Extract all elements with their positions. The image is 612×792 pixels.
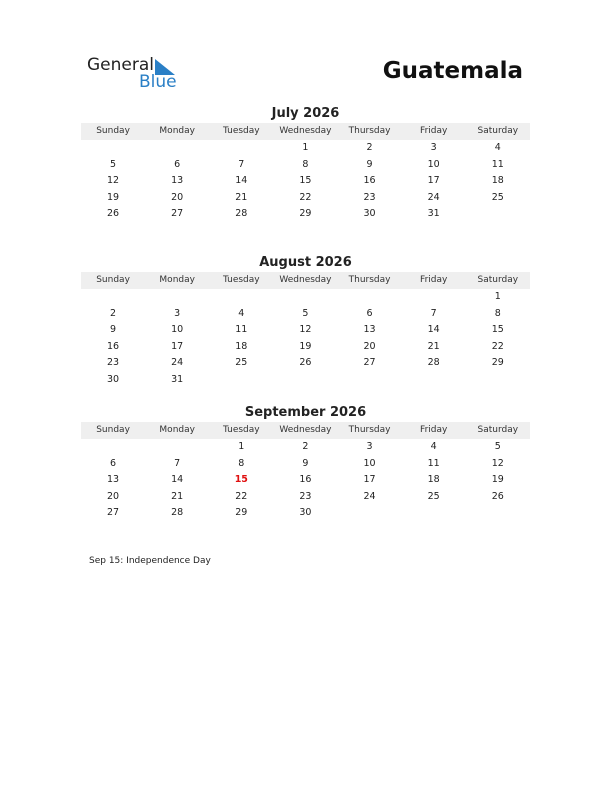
day-cell: 21 bbox=[235, 191, 248, 203]
day-cell bbox=[273, 289, 337, 306]
day-cell: 28 bbox=[235, 208, 248, 220]
logo-text-general: General bbox=[87, 55, 154, 75]
day-cell: 1 bbox=[238, 441, 245, 452]
day-cell: 5 bbox=[302, 307, 309, 319]
day-cell: 26 bbox=[107, 208, 120, 220]
day-cell bbox=[466, 206, 530, 223]
day-cell: 29 bbox=[491, 357, 504, 369]
day-cell: 22 bbox=[491, 340, 504, 352]
day-cell: 6 bbox=[174, 158, 181, 170]
day-cell bbox=[338, 505, 402, 522]
weekday-label: Tuesday bbox=[223, 275, 260, 285]
day-cell bbox=[145, 289, 209, 306]
day-cell: 29 bbox=[299, 208, 312, 220]
day-cell: 22 bbox=[299, 191, 312, 203]
month-august bbox=[81, 254, 530, 389]
day-cell: 4 bbox=[494, 142, 501, 153]
weekday-label: Sunday bbox=[96, 275, 130, 285]
day-cell: 13 bbox=[363, 324, 376, 336]
month-title: July 2026 bbox=[271, 106, 340, 121]
day-cell: 21 bbox=[171, 490, 184, 502]
day-cell: 25 bbox=[491, 191, 504, 203]
day-cell: 3 bbox=[430, 142, 437, 153]
day-cell: 8 bbox=[494, 307, 501, 319]
day-cell: 27 bbox=[171, 208, 184, 220]
weekday-label: Tuesday bbox=[223, 126, 260, 136]
weekday-label: Friday bbox=[420, 425, 448, 435]
day-cell: 10 bbox=[171, 324, 184, 336]
day-cell: 9 bbox=[302, 457, 309, 469]
day-cell: 9 bbox=[110, 324, 117, 336]
day-cell: 28 bbox=[171, 507, 184, 519]
weekday-header bbox=[81, 123, 530, 140]
day-cell: 11 bbox=[491, 158, 504, 170]
day-cell: 27 bbox=[107, 507, 120, 519]
day-cell: 21 bbox=[427, 340, 440, 352]
day-cell: 16 bbox=[107, 340, 120, 352]
day-cell: 13 bbox=[107, 474, 120, 486]
day-cell bbox=[209, 372, 273, 389]
day-cell: 3 bbox=[366, 441, 373, 452]
day-cell: 14 bbox=[235, 175, 248, 187]
day-cell: 6 bbox=[366, 307, 373, 319]
day-cell: 17 bbox=[363, 474, 376, 486]
day-cell: 26 bbox=[491, 490, 504, 502]
month-september bbox=[81, 404, 530, 522]
day-cell: 12 bbox=[299, 324, 312, 336]
day-cell bbox=[402, 505, 466, 522]
week-row bbox=[81, 306, 530, 323]
weekday-label: Thursday bbox=[348, 126, 391, 136]
day-cell: 31 bbox=[171, 373, 184, 385]
weekday-label: Saturday bbox=[477, 275, 519, 285]
day-cell: 22 bbox=[235, 490, 248, 502]
day-cell: 26 bbox=[299, 357, 312, 369]
week-row bbox=[81, 472, 530, 489]
day-cell: 15 bbox=[299, 175, 312, 187]
week-row bbox=[81, 322, 530, 339]
day-cell: 28 bbox=[427, 357, 440, 369]
day-cell: 11 bbox=[235, 324, 248, 336]
day-cell: 8 bbox=[302, 158, 309, 170]
day-cell: 9 bbox=[366, 158, 373, 170]
generalblue-logo bbox=[87, 55, 187, 95]
weekday-header bbox=[81, 422, 530, 439]
day-cell bbox=[466, 505, 530, 522]
week-row bbox=[81, 372, 530, 389]
day-cell: 19 bbox=[107, 191, 120, 203]
day-cell: 15 bbox=[491, 324, 504, 336]
holiday-note: Sep 15: Independence Day bbox=[89, 556, 211, 566]
weekday-label: Tuesday bbox=[223, 425, 260, 435]
month-title: September 2026 bbox=[244, 405, 367, 420]
day-cell: 17 bbox=[171, 340, 184, 352]
day-cell: 14 bbox=[171, 474, 184, 486]
weekday-label: Thursday bbox=[348, 425, 391, 435]
weekday-label: Sunday bbox=[96, 425, 130, 435]
day-cell bbox=[81, 439, 145, 456]
day-cell: 20 bbox=[363, 340, 376, 352]
day-cell bbox=[145, 439, 209, 456]
week-row bbox=[81, 439, 530, 456]
day-cell: 5 bbox=[494, 441, 501, 452]
day-cell: 14 bbox=[427, 324, 440, 336]
logo-text-blue: Blue bbox=[139, 72, 177, 92]
month-july bbox=[81, 105, 530, 223]
day-cell: 25 bbox=[235, 357, 248, 369]
weekday-label: Wednesday bbox=[279, 275, 332, 285]
day-cell bbox=[338, 289, 402, 306]
day-cell: 23 bbox=[107, 357, 120, 369]
day-cell: 17 bbox=[427, 175, 440, 187]
weekday-label: Saturday bbox=[477, 425, 519, 435]
week-row bbox=[81, 355, 530, 372]
day-cell: 12 bbox=[107, 175, 120, 187]
holiday-day-cell: 15 bbox=[234, 474, 248, 486]
day-cell: 18 bbox=[427, 474, 440, 486]
day-cell: 25 bbox=[427, 490, 440, 502]
day-cell bbox=[209, 140, 273, 157]
day-cell: 23 bbox=[299, 490, 312, 502]
week-row bbox=[81, 289, 530, 306]
day-cell bbox=[81, 289, 145, 306]
day-cell: 19 bbox=[491, 474, 504, 486]
day-cell: 16 bbox=[299, 474, 312, 486]
week-row bbox=[81, 140, 530, 157]
day-cell bbox=[81, 140, 145, 157]
weekday-label: Monday bbox=[159, 126, 195, 136]
week-row bbox=[81, 173, 530, 190]
weekday-label: Sunday bbox=[96, 126, 130, 136]
day-cell: 23 bbox=[363, 191, 376, 203]
day-cell: 27 bbox=[363, 357, 376, 369]
day-cell bbox=[209, 289, 273, 306]
day-cell: 7 bbox=[430, 307, 437, 319]
day-cell bbox=[273, 372, 337, 389]
day-cell: 31 bbox=[427, 208, 440, 220]
day-cell: 19 bbox=[299, 340, 312, 352]
day-cell: 29 bbox=[235, 507, 248, 519]
day-cell: 3 bbox=[174, 307, 181, 319]
day-cell: 30 bbox=[299, 507, 312, 519]
day-cell: 2 bbox=[366, 142, 373, 153]
day-cell: 1 bbox=[302, 142, 309, 153]
country-title: Guatemala bbox=[382, 58, 523, 84]
weekday-header bbox=[81, 272, 530, 289]
day-cell bbox=[402, 372, 466, 389]
day-cell bbox=[338, 372, 402, 389]
day-cell: 7 bbox=[174, 457, 181, 469]
week-row bbox=[81, 190, 530, 207]
day-cell: 8 bbox=[238, 457, 245, 469]
day-cell: 20 bbox=[171, 191, 184, 203]
month-title: August 2026 bbox=[259, 255, 352, 270]
weekday-label: Friday bbox=[420, 126, 448, 136]
weekday-label: Monday bbox=[159, 275, 195, 285]
day-cell: 30 bbox=[107, 373, 120, 385]
day-cell: 16 bbox=[363, 175, 376, 187]
day-cell: 6 bbox=[110, 457, 117, 469]
day-cell: 18 bbox=[491, 175, 504, 187]
day-cell: 24 bbox=[427, 191, 440, 203]
weekday-label: Wednesday bbox=[279, 126, 332, 136]
day-cell: 24 bbox=[363, 490, 376, 502]
week-row bbox=[81, 456, 530, 473]
week-row bbox=[81, 206, 530, 223]
day-cell: 12 bbox=[491, 457, 504, 469]
day-cell bbox=[145, 140, 209, 157]
week-row bbox=[81, 505, 530, 522]
day-cell: 30 bbox=[363, 208, 376, 220]
day-cell bbox=[466, 372, 530, 389]
day-cell: 24 bbox=[171, 357, 184, 369]
holiday-notes bbox=[89, 556, 211, 566]
day-cell: 10 bbox=[363, 457, 376, 469]
day-cell: 5 bbox=[110, 158, 117, 170]
day-cell: 4 bbox=[238, 307, 245, 319]
day-cell: 13 bbox=[171, 175, 184, 187]
day-cell: 4 bbox=[430, 441, 437, 452]
weekday-label: Thursday bbox=[348, 275, 391, 285]
weekday-label: Saturday bbox=[477, 126, 519, 136]
weekday-label: Monday bbox=[159, 425, 195, 435]
weekday-label: Friday bbox=[420, 275, 448, 285]
week-row bbox=[81, 157, 530, 174]
week-row bbox=[81, 339, 530, 356]
day-cell: 2 bbox=[110, 307, 117, 319]
day-cell: 1 bbox=[494, 291, 501, 302]
day-cell: 2 bbox=[302, 441, 309, 452]
week-row bbox=[81, 489, 530, 506]
day-cell: 20 bbox=[107, 490, 120, 502]
weekday-label: Wednesday bbox=[279, 425, 332, 435]
day-cell: 7 bbox=[238, 158, 245, 170]
day-cell: 11 bbox=[427, 457, 440, 469]
day-cell: 18 bbox=[235, 340, 248, 352]
day-cell bbox=[402, 289, 466, 306]
day-cell: 10 bbox=[427, 158, 440, 170]
